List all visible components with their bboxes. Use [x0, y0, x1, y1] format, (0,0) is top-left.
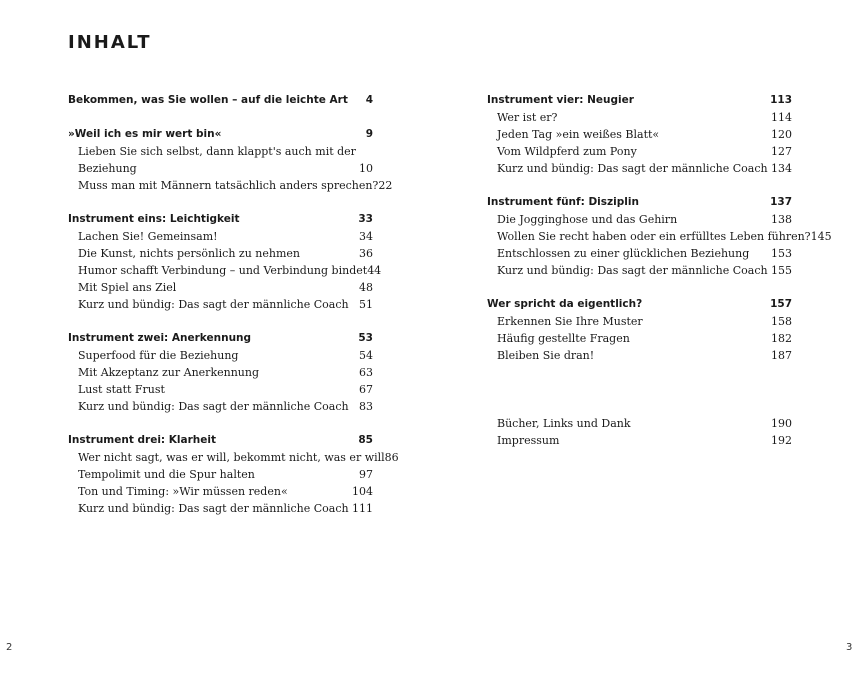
- toc-entry-title: Muss man mit Männern tatsächlich anders sprechen?: [78, 179, 379, 192]
- toc-entry-page: 104: [352, 485, 373, 498]
- toc-entry-title: Wollen Sie recht haben oder ein erfülltes Leben führen?: [497, 230, 811, 243]
- toc-section-entry[interactable]: [68, 500, 373, 517]
- toc-chapter-entry[interactable]: [68, 126, 373, 143]
- toc-entry-page: 97: [359, 468, 373, 481]
- toc-entry-title: Instrument vier: Neugier: [487, 94, 634, 106]
- toc-entry-title: Tempolimit und die Spur halten: [78, 468, 255, 481]
- toc-section-entry[interactable]: [68, 347, 373, 364]
- toc-entry-page: 134: [771, 162, 792, 175]
- toc-section-entry[interactable]: [487, 432, 792, 449]
- toc-entry-title: Mit Spiel ans Ziel: [78, 281, 177, 294]
- toc-entry-page: 33: [358, 213, 373, 225]
- toc-entry-page: 192: [771, 434, 792, 447]
- toc-entry-page: 145: [810, 230, 832, 243]
- toc-section-entry[interactable]: [487, 313, 792, 330]
- toc-section-entry[interactable]: [68, 466, 373, 483]
- toc-entry-page: 86: [384, 451, 399, 464]
- toc-entry-page: 187: [771, 349, 792, 362]
- toc-entry-title: Wer ist er?: [497, 111, 558, 124]
- toc-entry-title: Kurz und bündig: Das sagt der männliche Coach: [78, 502, 349, 515]
- toc-entry-title: Impressum: [497, 434, 560, 447]
- toc-entry-page: 190: [771, 417, 792, 430]
- toc-entry-page: 85: [358, 434, 373, 446]
- toc-entry-title: Bücher, Links und Dank: [497, 417, 631, 430]
- toc-entry-page: 22: [378, 179, 393, 192]
- toc-entry-page: 127: [771, 145, 792, 158]
- toc-chapter-entry[interactable]: [487, 92, 792, 109]
- page-number-left: 2: [6, 642, 13, 653]
- toc-section-entry[interactable]: [487, 160, 792, 177]
- toc-entry-page: 157: [770, 298, 792, 310]
- toc-entry-page: 53: [358, 332, 373, 344]
- toc-entry-title: Die Kunst, nichts persönlich zu nehmen: [78, 247, 300, 260]
- toc-entry-title: »Weil ich es mir wert bin«: [68, 128, 222, 140]
- toc-entry-page: 158: [771, 315, 792, 328]
- toc-section-entry[interactable]: [487, 330, 792, 347]
- toc-chapter-entry[interactable]: [68, 330, 373, 347]
- toc-section-entry[interactable]: [68, 381, 373, 398]
- toc-section-entry[interactable]: [68, 160, 373, 177]
- toc-entry-page: 54: [359, 349, 373, 362]
- toc-entry-page: 138: [771, 213, 792, 226]
- toc-spacer: [487, 364, 792, 415]
- toc-entry-title: Lieben Sie sich selbst, dann klappt's auch mit der: [78, 145, 356, 158]
- toc-section-entry[interactable]: [68, 483, 373, 500]
- toc-section-entry[interactable]: [68, 296, 373, 313]
- toc-entry-page: 137: [770, 196, 792, 208]
- toc-entry-title: Instrument fünf: Disziplin: [487, 196, 639, 208]
- toc-entry-title: Instrument eins: Leichtigkeit: [68, 213, 240, 225]
- toc-section-entry[interactable]: [487, 109, 792, 126]
- toc-section-entry[interactable]: [487, 211, 792, 228]
- toc-entry-page: 51: [359, 298, 373, 311]
- toc-entry-title: Bekommen, was Sie wollen – auf die leichte Art: [68, 94, 348, 106]
- toc-section-entry[interactable]: [68, 279, 373, 296]
- toc-entry-page: 155: [771, 264, 792, 277]
- toc-entry-page: 111: [352, 502, 373, 515]
- toc-section-entry[interactable]: [68, 228, 373, 245]
- toc-entry-page: 113: [770, 94, 792, 106]
- toc-section-entry[interactable]: [487, 126, 792, 143]
- toc-section-entry[interactable]: [68, 449, 399, 466]
- toc-entry-title: Jeden Tag »ein weißes Blatt«: [497, 128, 660, 141]
- toc-entry-page: 120: [771, 128, 792, 141]
- toc-section-entry[interactable]: [68, 364, 373, 381]
- toc-entry-title: Instrument drei: Klarheit: [68, 434, 216, 446]
- toc-spacer: [487, 279, 792, 296]
- toc-section-entry[interactable]: [487, 228, 832, 245]
- toc-chapter-entry[interactable]: [68, 211, 373, 228]
- toc-entry-page: 153: [771, 247, 792, 260]
- toc-entry-title: Kurz und bündig: Das sagt der männliche Coach: [78, 298, 349, 311]
- toc-entry-title: Lust statt Frust: [78, 383, 165, 396]
- toc-chapter-entry[interactable]: [487, 296, 792, 313]
- toc-title: INHALT: [68, 32, 152, 53]
- toc-spacer: [68, 313, 373, 330]
- toc-entry-title: Vom Wildpferd zum Pony: [497, 145, 637, 158]
- toc-entry-title: Instrument zwei: Anerkennung: [68, 332, 252, 344]
- toc-right-column: [487, 92, 832, 449]
- toc-entry-title: Kurz und bündig: Das sagt der männliche Coach: [497, 162, 768, 175]
- toc-section-entry[interactable]: [68, 177, 393, 194]
- toc-entry-page: 10: [359, 162, 373, 175]
- toc-entry-title: Wer nicht sagt, was er will, bekommt nicht, was er will: [78, 451, 385, 464]
- toc-entry-title: Beziehung: [78, 162, 137, 175]
- toc-entry-title: Mit Akzeptanz zur Anerkennung: [78, 366, 259, 379]
- toc-entry-title: Entschlossen zu einer glücklichen Beziehung: [497, 247, 750, 260]
- toc-entry-title: Die Jogginghose und das Gehirn: [497, 213, 678, 226]
- toc-entry-title: Lachen Sie! Gemeinsam!: [78, 230, 218, 243]
- page-number-right: 3: [846, 642, 853, 653]
- toc-entry-title: Kurz und bündig: Das sagt der männliche Coach: [497, 264, 768, 277]
- toc-entry-title: Bleiben Sie dran!: [497, 349, 595, 362]
- toc-entry-title: Erkennen Sie Ihre Muster: [497, 315, 643, 328]
- toc-entry-title: Häufig gestellte Fragen: [497, 332, 630, 345]
- toc-section-entry[interactable]: [487, 143, 792, 160]
- toc-spacer: [68, 109, 373, 126]
- toc-spacer: [68, 194, 373, 211]
- toc-chapter-entry[interactable]: [487, 194, 792, 211]
- toc-section-entry[interactable]: [487, 415, 792, 432]
- toc-entry-page: 36: [359, 247, 373, 260]
- toc-section-entry[interactable]: [68, 398, 373, 415]
- toc-section-entry[interactable]: [68, 143, 373, 160]
- toc-section-entry[interactable]: [487, 245, 792, 262]
- toc-entry-title: Ton und Timing: »Wir müssen reden«: [78, 485, 288, 498]
- toc-entry-page: 4: [365, 94, 373, 106]
- toc-spacer: [487, 177, 792, 194]
- toc-entry-page: 83: [359, 400, 373, 413]
- toc-chapter-entry[interactable]: [68, 92, 373, 109]
- toc-entry-title: Superfood für die Beziehung: [78, 349, 239, 362]
- toc-entry-page: 9: [365, 128, 373, 140]
- toc-section-entry[interactable]: [68, 262, 382, 279]
- toc-entry-page: 63: [359, 366, 373, 379]
- toc-section-entry[interactable]: [487, 262, 792, 279]
- toc-left-column: [68, 92, 399, 517]
- toc-entry-page: 182: [771, 332, 792, 345]
- toc-entry-page: 114: [771, 111, 792, 124]
- toc-entry-page: 44: [367, 264, 382, 277]
- toc-spacer: [68, 415, 373, 432]
- toc-entry-title: Wer spricht da eigentlich?: [487, 298, 643, 310]
- toc-chapter-entry[interactable]: [68, 432, 373, 449]
- toc-entry-page: 67: [359, 383, 373, 396]
- toc-section-entry[interactable]: [487, 347, 792, 364]
- toc-entry-page: 34: [359, 230, 373, 243]
- toc-entry-page: 48: [359, 281, 373, 294]
- toc-entry-title: Kurz und bündig: Das sagt der männliche Coach: [78, 400, 349, 413]
- toc-entry-title: Humor schafft Verbindung – und Verbindung bindet: [78, 264, 368, 277]
- toc-section-entry[interactable]: [68, 245, 373, 262]
